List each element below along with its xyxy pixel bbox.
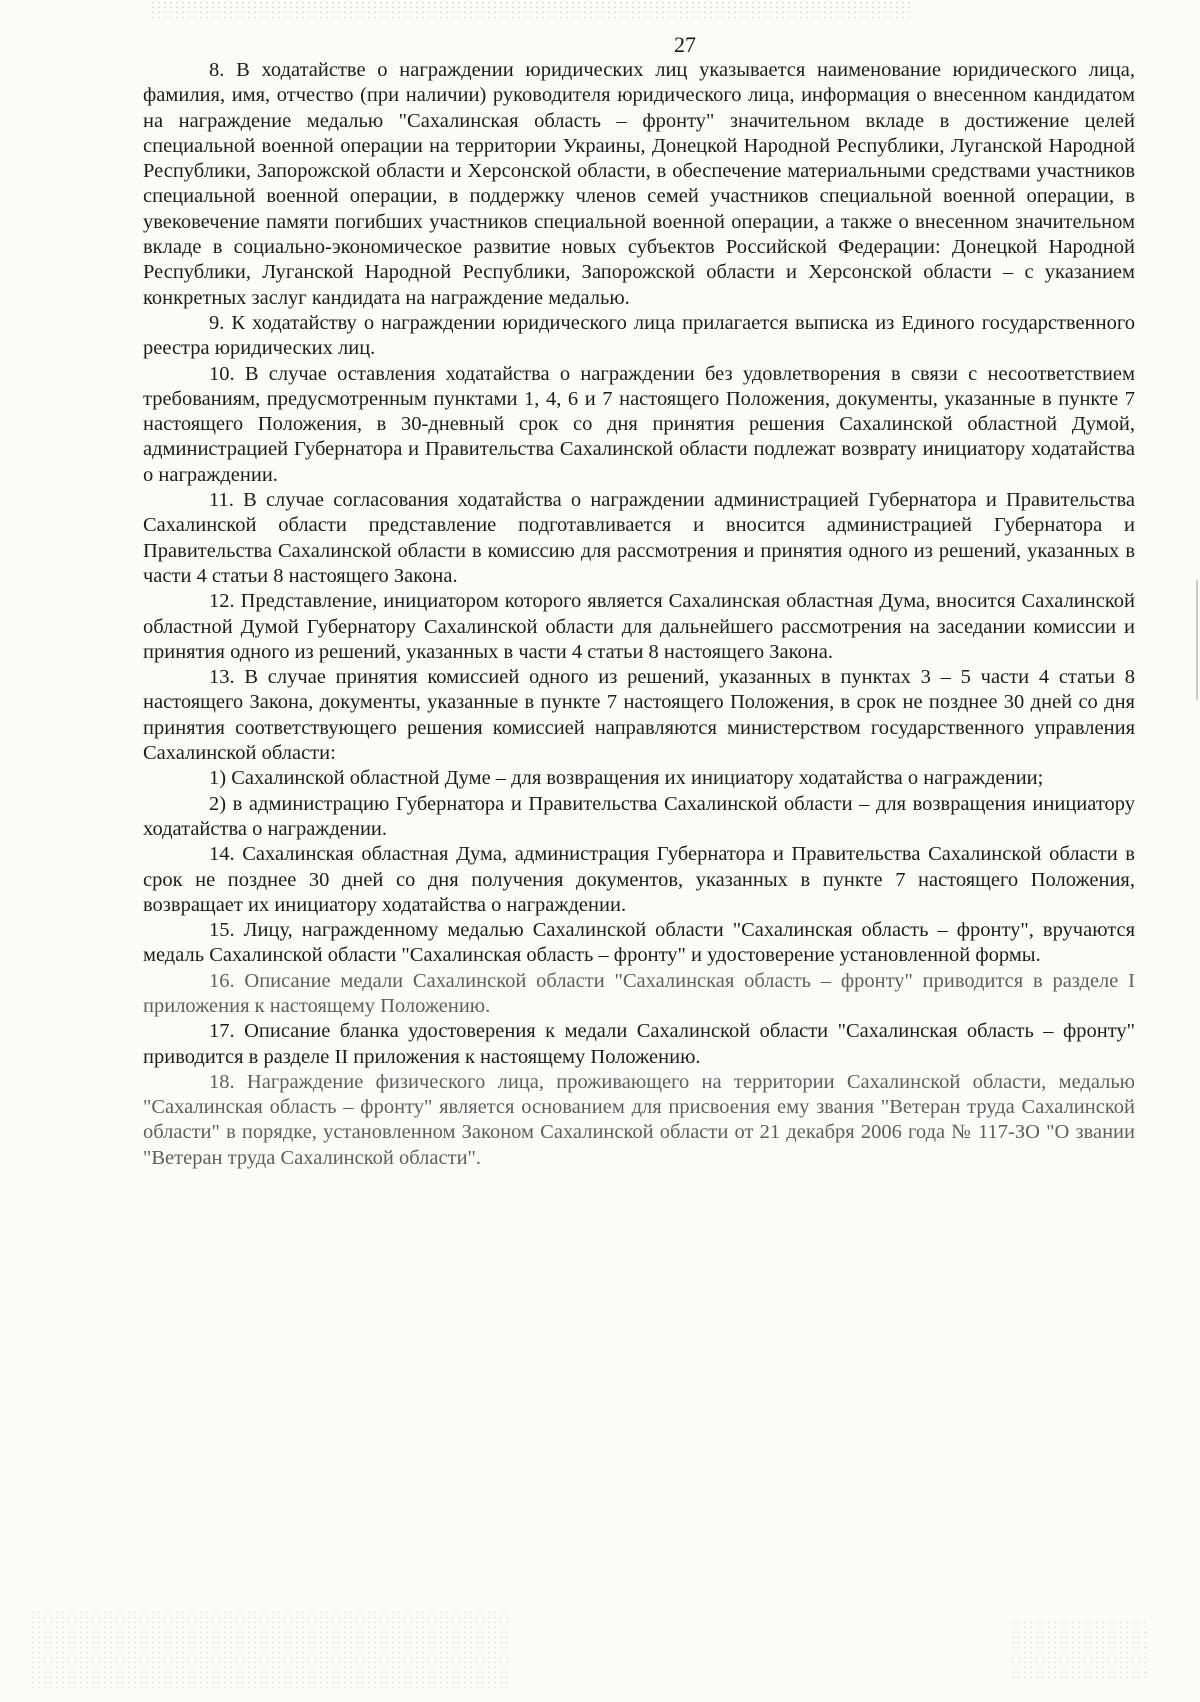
paragraph-9: 9. К ходатайству о награждении юридического лица прилагается выписка из Единого государственного реестра юридических лиц. (143, 311, 1135, 360)
paragraph-12: 12. Представление, инициатором которого является Сахалинская областная Дума, вносится Сахалинской областной Думой Губернатору Сахалинской области для дальнейшего рассмотрения на заседании комиссии и принятия одного из решений, указанных в части 4 статьи 8 настоящего Закона. (143, 590, 1135, 663)
paragraph-8: 8. В ходатайстве о награждении юридических лиц указывается наименование юридического лица, фамилия, имя, отчество (при наличии) руководителя юридического лица, информация о внесенном кандидатом на награждение медалью "Сахалинская область – фронту" значительном вкладе в достижение целей специальной военной операции на территории Украины, Донецкой Народной Республики, Луганской Народной Республики, Запорожской области и Херсонской области, в обеспечение материальными средствами участников специальной военной операции, в поддержку членов семей участников специальной военной операции, в увековечение памяти погибших участников специальной военной операции, а также о внесенном значительном вкладе в социально-экономическое развитие новых субъектов Российской Федерации: Донецкой Народной Республики, Луганской Народной Республики, Запорожской области и Херсонской области – с указанием конкретных заслуг кандидата на награждение медалью. (143, 59, 1135, 309)
document-body (143, 58, 1135, 1171)
paragraph-15: 15. Лицу, награжденному медалью Сахалинской области "Сахалинская область – фронту", вручаются медаль Сахалинской области "Сахалинская область – фронту" и удостоверение установленной формы. (143, 919, 1135, 967)
paragraph-13-item-1: 1) Сахалинской областной Думе – для возвращения их инициатору ходатайства о награждении; (209, 767, 1044, 790)
paragraph-18: 18. Награждение физического лица, проживающего на территории Сахалинской области, медалью "Сахалинская область – фронту" является основанием для присвоения ему звания "Ветеран труда Сахалинской области" в порядке, установленном Законом Сахалинской области от 21 декабря 2006 года № 117-ЗО "О звании "Ветеран труда Сахалинской области". (143, 1070, 1135, 1169)
paragraph-16: 16. Описание медали Сахалинской области "Сахалинская область – фронту" приводится в разделе I приложения к настоящему Положению. (143, 969, 1135, 1017)
scan-artifact (1196, 580, 1198, 700)
scan-noise (1010, 1620, 1150, 1680)
scan-noise (30, 1610, 510, 1690)
scan-noise (150, 0, 910, 22)
paragraph-17: 17. Описание бланка удостоверения к медали Сахалинской области "Сахалинская область – фронту" приводится в разделе II приложения к настоящему Положению. (143, 1020, 1135, 1068)
paragraph-13-item-2: 2) в администрацию Губернатора и Правительства Сахалинской области – для возвращения инициатору ходатайства о награждении. (143, 792, 1135, 840)
paragraph-11: 11. В случае согласования ходатайства о награждении администрацией Губернатора и Правительства Сахалинской области представление подготавливается и вносится администрацией Губернатора и Правительства Сахалинской области в комиссию для рассмотрения и принятия одного из решений, указанных в части 4 статьи 8 настоящего Закона. (143, 489, 1135, 587)
paragraph-14: 14. Сахалинская областная Дума, администрация Губернатора и Правительства Сахалинской области в срок не позднее 30 дней со дня получения документов, указанных в пункте 7 настоящего Положения, возвращает их инициатору ходатайства о награждении. (143, 843, 1135, 916)
paragraph-10: 10. В случае оставления ходатайства о награждении без удовлетворения в связи с несоответствием требованиям, предусмотренным пунктами 1, 4, 6 и 7 настоящего Положения, документы, указанные в пункте 7 настоящего Положения, в 30-дневный срок со дня принятия решения Сахалинской областной Думой, администрацией Губернатора и Правительства Сахалинской области подлежат возврату инициатору ходатайства о награждении. (143, 362, 1135, 486)
page-number: 27 (674, 32, 696, 57)
paragraph-13: 13. В случае принятия комиссией одного из решений, указанных в пунктах 3 – 5 части 4 статьи 8 настоящего Закона, документы, указанные в пункте 7 настоящего Положения, в срок не позднее 30 дней со дня принятия соответствующего решения комиссией направляются министерством государственного управления Сахалинской области: (143, 666, 1135, 765)
